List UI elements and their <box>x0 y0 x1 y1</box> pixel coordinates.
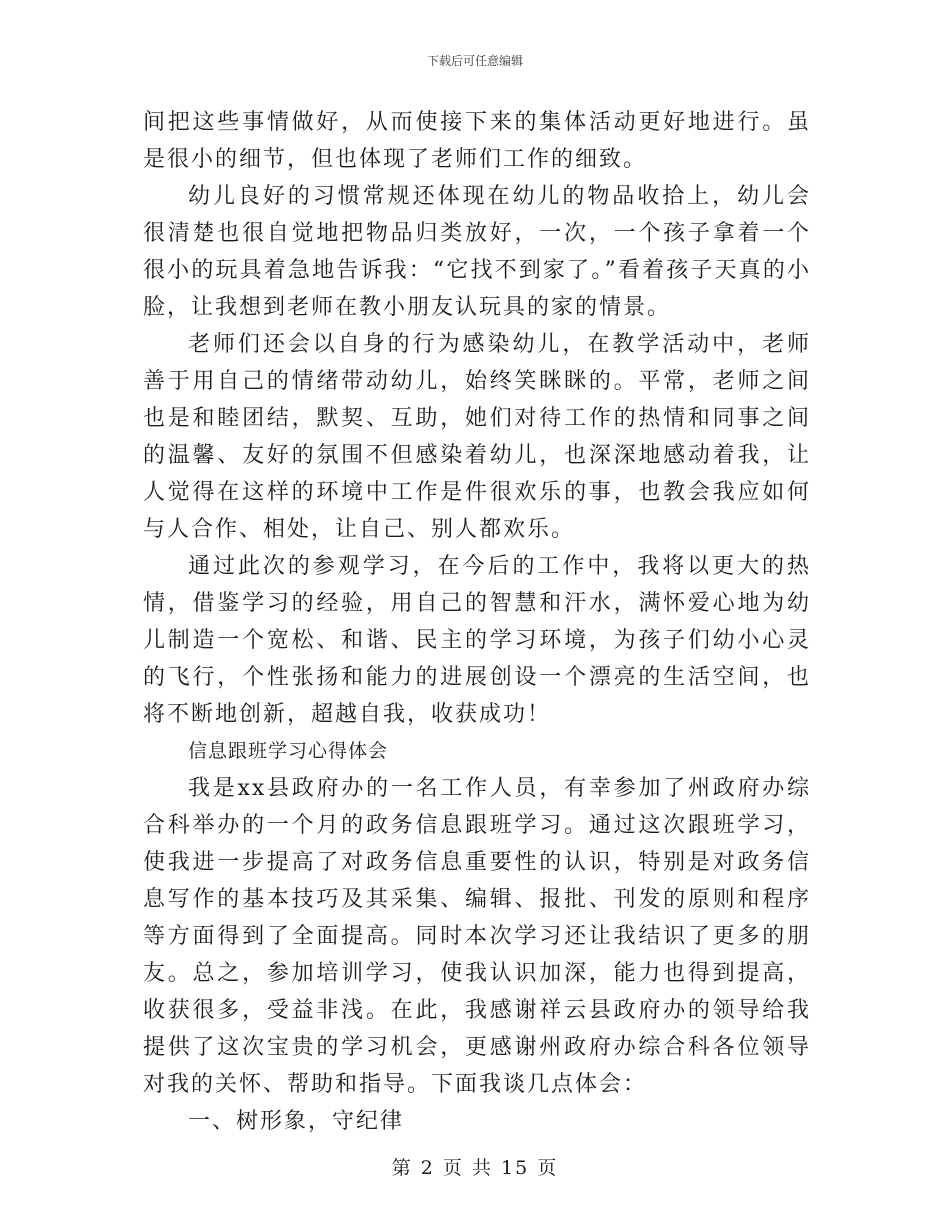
paragraph-continuation: 间把这些事情做好，从而使接下来的集体活动更好地进行。虽是很小的细节，但也体现了老师们工作的细致。 <box>143 110 811 172</box>
paragraph-habits: 幼儿良好的习惯常规还体现在幼儿的物品收拾上，幼儿会很清楚也很自觉地把物品归类放好，一次，一个孩子拿着一个很小的玩具着急地告诉我：“它找不到家了。”看着孩子天真的小脸，让我想到老师在教小朋友认玩具的家的情景。 <box>143 184 811 320</box>
page-header-note: 下载后可任意编辑 <box>426 54 523 68</box>
paragraph-conclusion: 通过此次的参观学习，在今后的工作中，我将以更大的热情，借鉴学习的经验，用自己的智慧和汗水，满怀爱心地为幼儿制造一个宽松、和谐、民主的学习环境，为孩子们幼小心灵的飞行，个性张扬和能力的进展创设一个漂亮的生活空间，也将不断地创新，超越自我，收获成功！ <box>143 554 811 727</box>
paragraph-teachers: 老师们还会以自身的行为感染幼儿，在教学活动中，老师善于用自己的情绪带动幼儿，始终笑眯眯的。平常，老师之间也是和睦团结，默契、互助，她们对待工作的热情和同事之间的温馨、友好的氛围不但感染着幼儿，也深深地感动着我，让人觉得在这样的环境中工作是件很欢乐的事，也教会我应如何与人合作、相处，让自己、别人都欢乐。 <box>143 332 811 542</box>
section-heading: 一、树形象，守纪律 <box>188 1109 405 1134</box>
paragraph-intro: 我是xx县政府办的一名工作人员，有幸参加了州政府办综合科举办的一个月的政务信息跟班学习。通过这次跟班学习，使我进一步提高了对政务信息重要性的认识，特别是对政务信息写作的基本技巧及其采集、编辑、报批、刊发的原则和程序等方面得到了全面提高。同时本次学习还让我结识了更多的朋友。总之，参加培训学习，使我认识加深，能力也得到提高，收获很多，受益非浅。在此，我感谢祥云县政府办的领导给我提供了这次宝贵的学习机会，更感谢州政府办综合科各位领导对我的关怀、帮助和指导。下面我谈几点体会： <box>143 776 811 1097</box>
section-title: 信息跟班学习心得体会 <box>188 740 389 762</box>
document-body <box>143 104 811 1140</box>
page-number: 第 2 页 共 15 页 <box>391 1157 559 1179</box>
